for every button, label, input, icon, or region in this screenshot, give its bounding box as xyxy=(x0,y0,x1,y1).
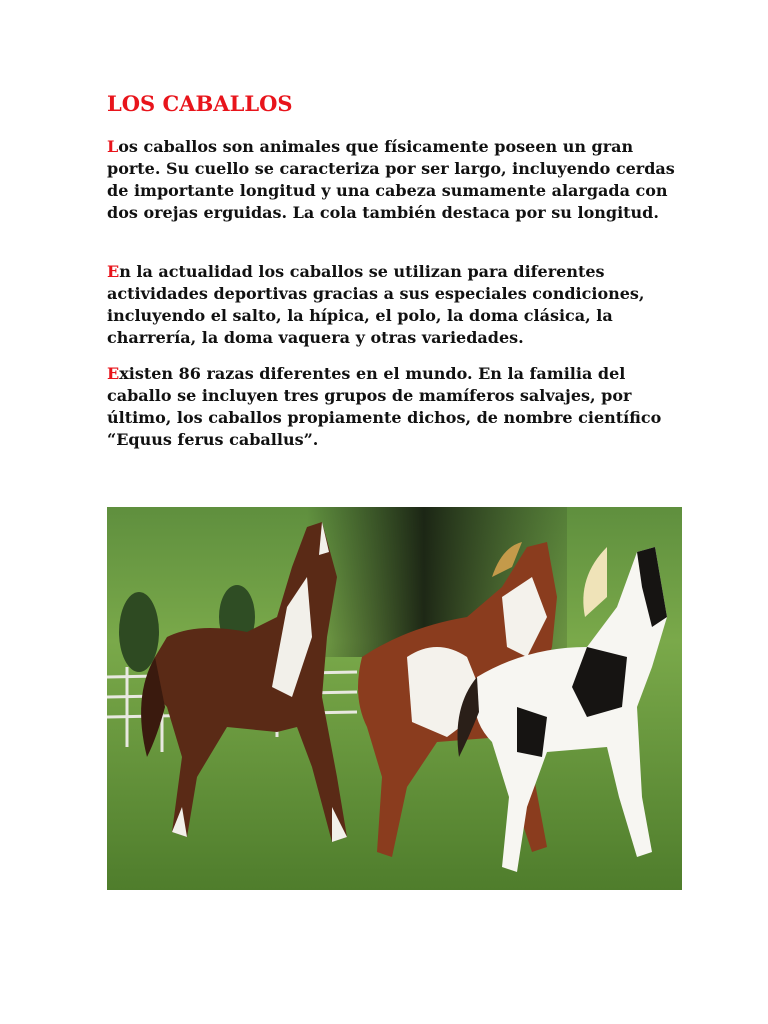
paragraph-3 xyxy=(107,363,677,451)
paragraph-1-initial: L xyxy=(107,137,119,156)
horses-photo xyxy=(107,507,682,890)
paragraph-1 xyxy=(107,136,677,224)
document-title: LOS CABALLOS xyxy=(107,91,293,116)
paragraph-3-text: xisten 86 razas diferentes en el mundo. En la familia del caballo se incluyen tres grupos de mamíferos salvajes, por último, los caballos propiamente dichos, de nombre científico “Equus ferus caballus”. xyxy=(107,364,662,449)
paragraph-3-initial: E xyxy=(107,364,120,383)
paragraph-2-text: n la actualidad los caballos se utilizan para diferentes actividades deportivas gracias a sus especiales condiciones, incluyendo el salto, la hípica, el polo, la doma clásica, la charrería, la doma vaquera y otras variedades. xyxy=(107,262,645,347)
paragraph-2 xyxy=(107,261,677,349)
paragraph-2-initial: E xyxy=(107,262,120,281)
paragraph-1-text: os caballos son animales que físicamente poseen un gran porte. Su cuello se caracteriza por ser largo, incluyendo cerdas de importante longitud y una cabeza sumamente alargada con dos orejas erguidas. La cola también destaca por su longitud. xyxy=(107,137,675,222)
horses-illustration xyxy=(107,507,682,890)
